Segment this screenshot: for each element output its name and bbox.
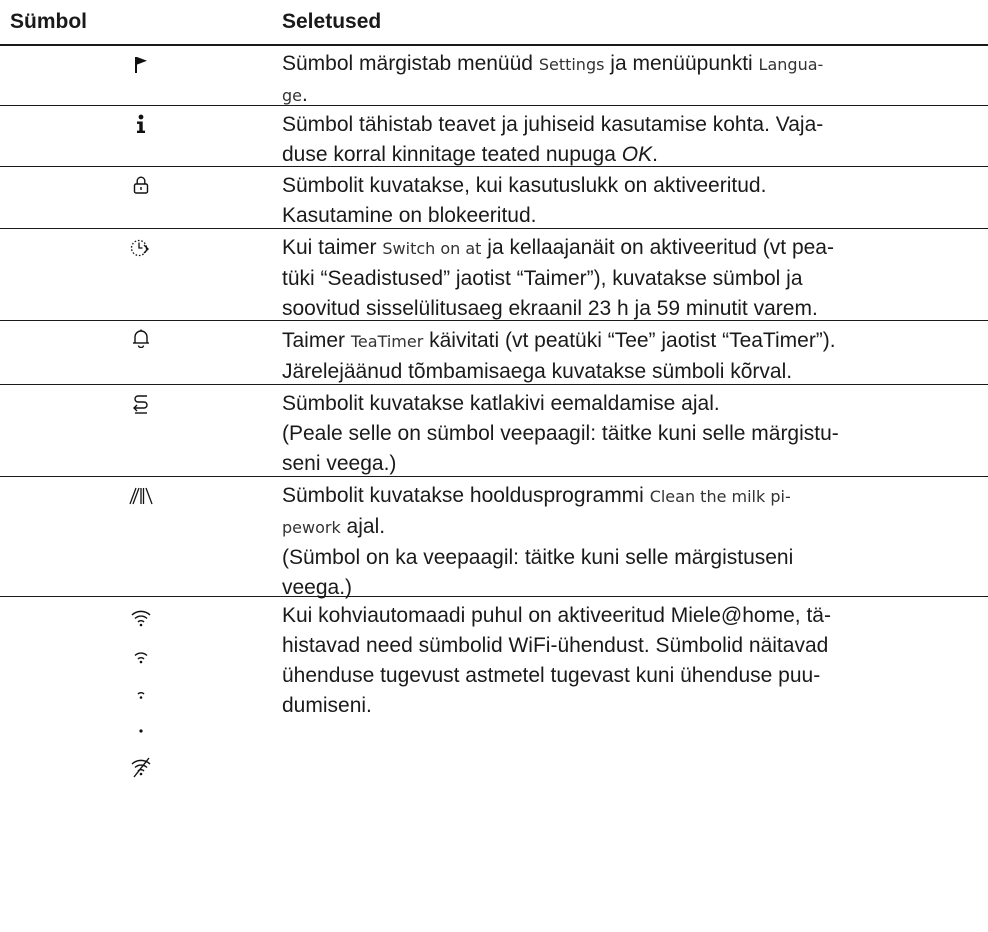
table-row (0, 46, 988, 106)
bell-icon (0, 328, 282, 348)
row-description (282, 233, 980, 324)
wifi-icons (0, 609, 282, 778)
description-text: tüki “Seadistused” jaotist “Taimer”), kuvatakse sümbol ja (282, 267, 803, 290)
column-header-description: Seletused (282, 10, 382, 33)
description-line (282, 449, 980, 479)
description-line (282, 691, 980, 721)
description-line (282, 49, 980, 80)
description-text: (Peale selle on sümbol veepaagil: täitke kuni selle märgistu- (282, 422, 839, 445)
row-description (282, 49, 980, 111)
description-line (282, 233, 980, 264)
description-line (282, 264, 980, 294)
description-text: veega.) (282, 576, 353, 599)
description-line (282, 631, 980, 661)
row-description (282, 171, 980, 231)
row-description (282, 601, 980, 721)
description-line (282, 357, 980, 387)
description-text: käivitati (vt peatüki “Tee” jaotist “TeaTimer”). (423, 329, 836, 352)
descale-icon (0, 393, 282, 415)
table-row (0, 167, 988, 229)
table-row (0, 321, 988, 385)
description-text: ja kellaajanäit on aktiveeritud (vt pea- (481, 236, 834, 259)
description-text: Sümbolit kuvatakse hooldusprogrammi (282, 484, 650, 507)
description-text: ja menüüpunkti (604, 52, 759, 75)
description-text: Kui kohviautomaadi puhul on aktiveeritud Miele@home, tä- (282, 604, 831, 627)
description-text: Sümbol märgistab menüüd (282, 52, 539, 75)
wifi-full-icon (130, 609, 152, 627)
table-row (0, 229, 988, 321)
timer-icon (0, 237, 282, 259)
table-row (0, 106, 988, 167)
row-description (282, 389, 980, 479)
display-text: TeaTimer (350, 332, 424, 351)
description-text: histavad need sümbolid WiFi-ühendust. Sümbolid näitavad (282, 634, 829, 657)
description-text: Sümbolit kuvatakse, kui kasutuslukk on aktiveeritud. (282, 174, 767, 197)
display-text: Clean the milk pi- (649, 487, 791, 506)
table-row (0, 597, 988, 932)
description-line (282, 389, 980, 419)
description-line (282, 171, 980, 201)
description-text: . (302, 83, 308, 106)
description-text: duse korral kinnitage teated nupuga (282, 143, 622, 166)
row-description (282, 326, 980, 387)
description-text: dumiseni. (282, 694, 372, 717)
column-header-symbol: Sümbol (10, 10, 87, 33)
description-text: Kasutamine on blokeeritud. (282, 204, 537, 227)
description-line (282, 601, 980, 631)
flag-icon (0, 56, 282, 74)
row-description (282, 481, 980, 603)
row-description (282, 110, 980, 170)
display-text: ge (282, 86, 302, 105)
button-name: OK (621, 143, 653, 166)
description-line (282, 543, 980, 573)
wifi-medium-icon (130, 648, 152, 664)
description-text: seni veega.) (282, 452, 397, 475)
table-header (0, 0, 988, 46)
wifi-minimal-icon (130, 728, 152, 734)
display-text: Settings (538, 55, 605, 74)
description-text: Järelejäänud tõmbamisaega kuvatakse sümboli kõrval. (282, 360, 793, 383)
description-text: (Sümbol on ka veepaagil: täitke kuni selle märgistuseni (282, 546, 794, 569)
description-line (282, 201, 980, 231)
description-line (282, 140, 980, 170)
table-row (0, 477, 988, 597)
description-text: ühenduse tugevust astmetel tugevast kuni ühenduse puu- (282, 664, 821, 687)
milk-pipework-icon (0, 486, 282, 506)
info-icon (0, 114, 282, 134)
lock-icon (0, 176, 282, 194)
display-text: pework (282, 518, 341, 537)
description-line (282, 326, 980, 357)
description-line (282, 110, 980, 140)
wifi-low-icon (130, 688, 152, 700)
description-line (282, 512, 980, 543)
wifi-disconnected-icon (129, 756, 153, 778)
display-text: Langua- (758, 55, 824, 74)
description-text: Sümbol tähistab teavet ja juhiseid kasutamise kohta. Vaja- (282, 113, 824, 136)
description-text: Sümbolit kuvatakse katlakivi eemaldamise ajal. (282, 392, 720, 415)
display-text: Switch on at (382, 239, 482, 258)
description-line (282, 419, 980, 449)
description-text: . (652, 143, 658, 166)
description-text: Taimer (282, 329, 351, 352)
table-row (0, 385, 988, 477)
description-line (282, 294, 980, 324)
description-text: ajal. (340, 515, 386, 538)
description-line (282, 661, 980, 691)
description-text: Kui taimer (282, 236, 383, 259)
description-text: soovitud sisselülitusaeg ekraanil 23 h ja 59 minutit varem. (282, 297, 818, 320)
description-line (282, 481, 980, 512)
